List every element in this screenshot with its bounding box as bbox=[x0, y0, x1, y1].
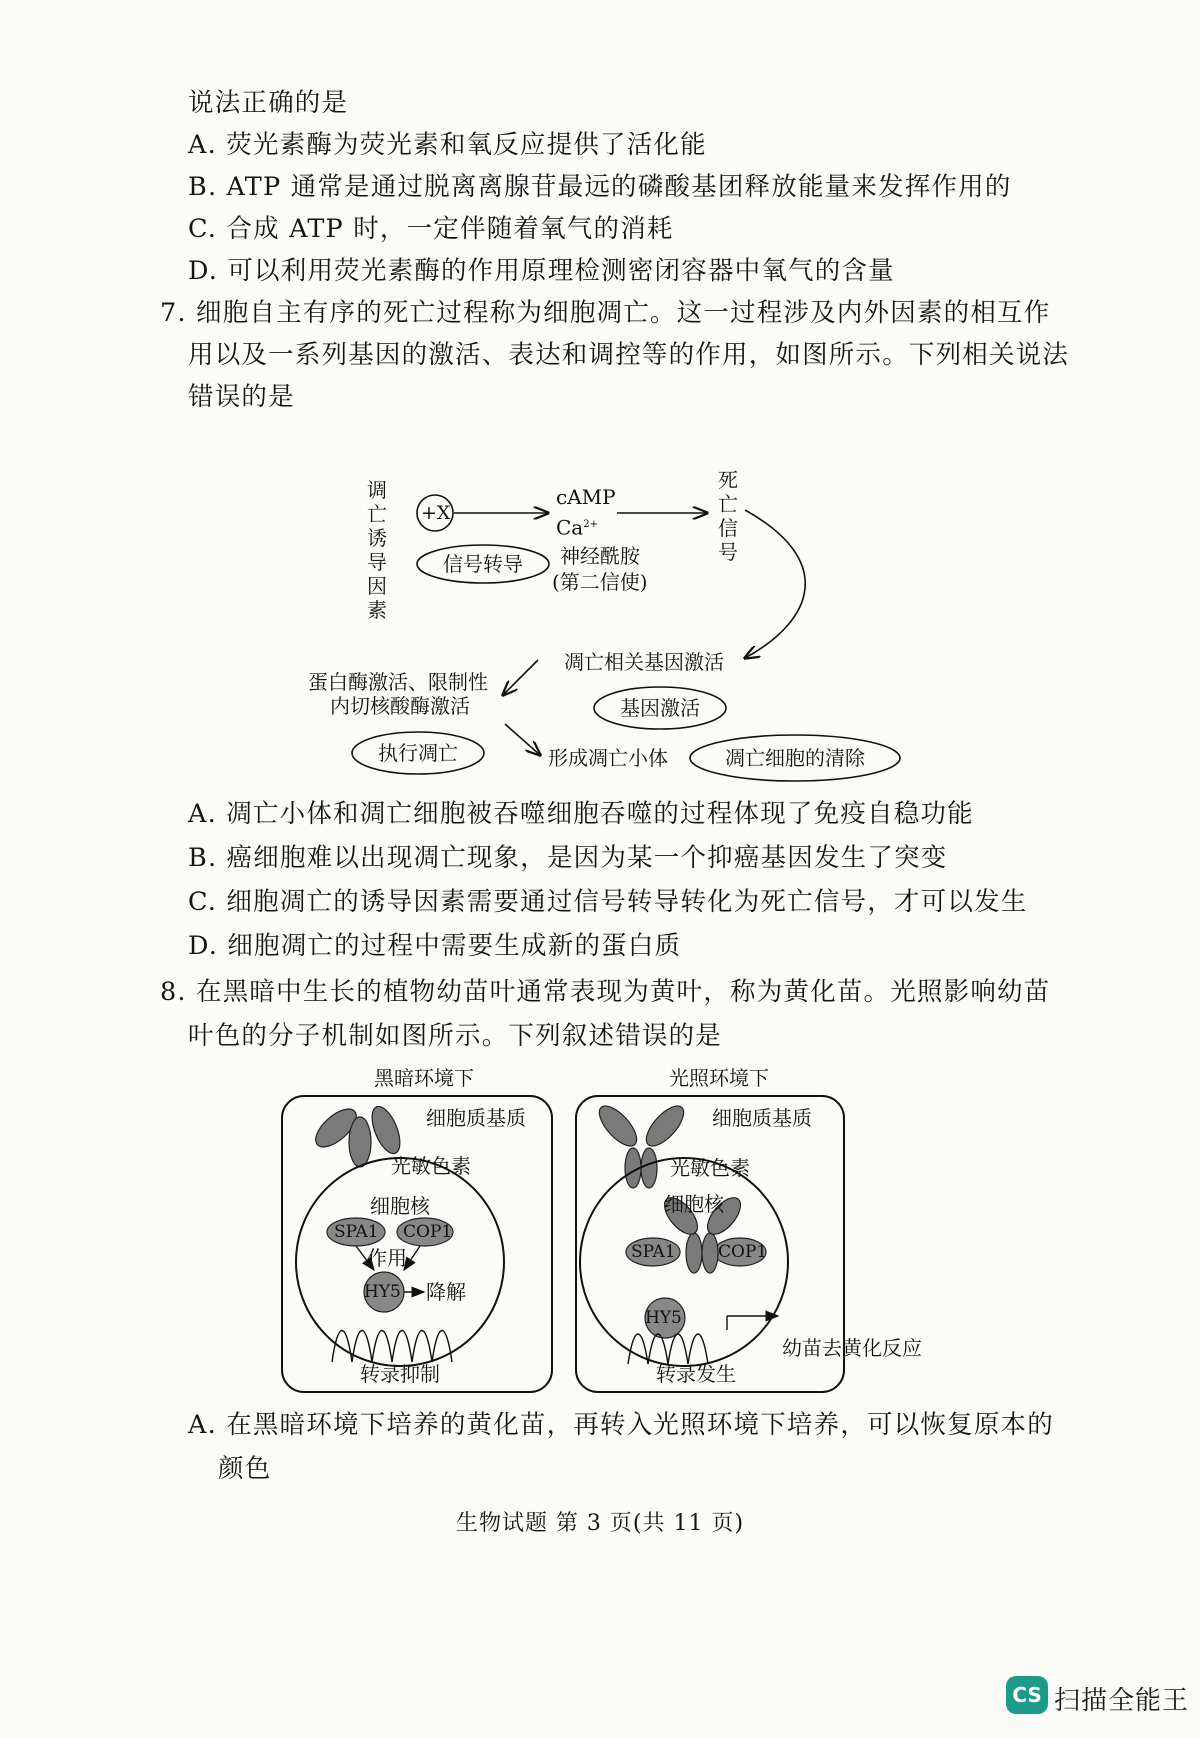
gene-activation-caption: 凋亡相关基因激活 bbox=[564, 650, 724, 674]
q6-option-c: C. 合成 ATP 时，一定伴随着氧气的消耗 bbox=[188, 214, 674, 244]
q8-option-a-line-2: 颜色 bbox=[218, 1454, 272, 1484]
clearance-label: 凋亡细胞的清除 bbox=[725, 746, 865, 770]
q8-stem-line-1: 8. 在黑暗中生长的植物幼苗叶通常表现为黄叶，称为黄化苗。光照影响幼苗 bbox=[160, 977, 1051, 1007]
trans-inhibit-label: 转录抑制 bbox=[360, 1362, 440, 1386]
dark-dna bbox=[332, 1331, 452, 1363]
dark-spa1-label: SPA1 bbox=[334, 1222, 379, 1242]
light-pigment-right bbox=[640, 1100, 690, 1152]
signal-transduction-label: 信号转导 bbox=[443, 552, 523, 576]
dark-pigment-mid bbox=[349, 1117, 371, 1167]
q6-stem-end: 说法正确的是 bbox=[188, 88, 349, 118]
protease-label-2: 内切核酸酶激活 bbox=[330, 694, 470, 718]
dark-title: 黑暗环境下 bbox=[374, 1066, 474, 1090]
q7-stem-line-2: 用以及一系列基因的激活、表达和调控等的作用，如图所示。下列相关说法 bbox=[188, 340, 1070, 370]
execute-label: 执行凋亡 bbox=[378, 741, 458, 765]
light-title: 光照环境下 bbox=[669, 1066, 769, 1090]
camp-label: cAMP bbox=[556, 485, 616, 509]
inducer-label: 调亡 诱导 因素 bbox=[367, 478, 387, 622]
q6-option-b: B. ATP 通常是通过脱离离腺苷最远的磷酸基团释放能量来发挥作用的 bbox=[188, 172, 1012, 202]
deetiolation-label: 幼苗去黄化反应 bbox=[782, 1336, 922, 1360]
light-nucleus-label: 细胞核 bbox=[664, 1192, 724, 1216]
light-spa1-label: SPA1 bbox=[631, 1242, 676, 1262]
protease-label-1: 蛋白酶激活、限制性 bbox=[308, 670, 488, 694]
page-footer: 生物试题 第 3 页(共 11 页) bbox=[455, 1511, 745, 1536]
q7-option-b: B. 癌细胞难以出现凋亡现象，是因为某一个抑癌基因发生了突变 bbox=[188, 843, 948, 873]
act-label: 作用 bbox=[367, 1246, 407, 1270]
q7-stem-line-1: 7. 细胞自主有序的死亡过程称为细胞凋亡。这一过程涉及内外因素的相互作 bbox=[160, 298, 1051, 328]
camscanner-watermark: 扫描全能王 bbox=[1054, 1686, 1190, 1716]
camscanner-logo: CS bbox=[1006, 1676, 1048, 1714]
dark-cytoplasm-label: 细胞质基质 bbox=[426, 1106, 526, 1130]
dark-hy5-label: HY5 bbox=[364, 1282, 401, 1302]
dark-cop1-label: COP1 bbox=[403, 1222, 453, 1242]
light-dna bbox=[628, 1334, 708, 1364]
q6-option-a: A. 荧光素酶为荧光素和氧反应提供了活化能 bbox=[188, 130, 707, 160]
ceramide-label: 神经酰胺 bbox=[560, 544, 640, 568]
light-cytoplasm-label: 细胞质基质 bbox=[712, 1106, 812, 1130]
light-cop1-label: COP1 bbox=[718, 1242, 768, 1262]
plus-x-label: +X bbox=[421, 502, 451, 524]
dark-nucleus-label: 细胞核 bbox=[370, 1194, 430, 1218]
q8-stem-line-2: 叶色的分子机制如图所示。下列叙述错误的是 bbox=[188, 1021, 723, 1051]
ca-label: $Ca^{2+}$ bbox=[556, 515, 598, 540]
light-pigment-left bbox=[593, 1100, 643, 1152]
q8-option-a-line-1: A. 在黑暗环境下培养的黄化苗，再转入光照环境下培养，可以恢复原本的 bbox=[188, 1410, 1054, 1440]
q7-option-d: D. 细胞凋亡的过程中需要生成新的蛋白质 bbox=[188, 931, 682, 961]
dark-photoreceptor-label: 光敏色素 bbox=[391, 1154, 471, 1178]
q7-option-c: C. 细胞凋亡的诱导因素需要通过信号转导转化为死亡信号，才可以发生 bbox=[188, 887, 1028, 917]
q6-option-d: D. 可以利用荧光素酶的作用原理检测密闭容器中氧气的含量 bbox=[188, 256, 895, 286]
body-form-label: 形成凋亡小体 bbox=[548, 746, 668, 770]
dark-pigment-right bbox=[366, 1103, 405, 1158]
degrade-label: 降解 bbox=[426, 1280, 466, 1304]
light-hy5-label: HY5 bbox=[645, 1308, 682, 1328]
q7-stem-line-3: 错误的是 bbox=[188, 382, 295, 412]
q7-option-a: A. 凋亡小体和凋亡细胞被吞噬细胞吞噬的过程体现了免疫自稳功能 bbox=[188, 799, 974, 829]
second-messenger-label: (第二信使) bbox=[552, 570, 648, 594]
gene-activation-label: 基因激活 bbox=[620, 696, 700, 720]
death-signal-label: 死 亡 信 号 bbox=[718, 468, 738, 564]
trans-occur-label: 转录发生 bbox=[656, 1362, 736, 1386]
light-photoreceptor-label: 光敏色素 bbox=[670, 1156, 750, 1180]
